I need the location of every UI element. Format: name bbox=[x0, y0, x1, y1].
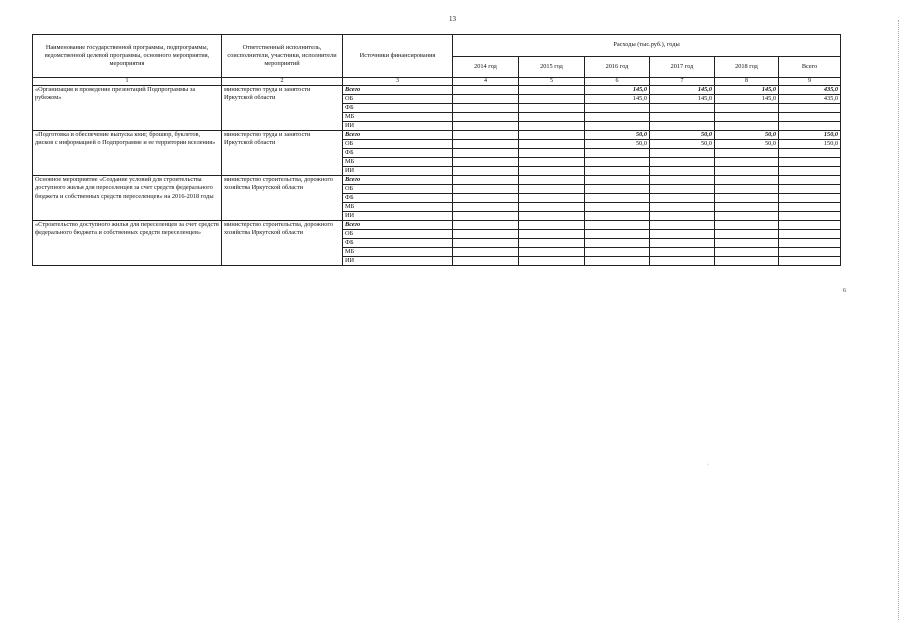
funding-source-cell: ОБ bbox=[343, 95, 453, 104]
header-year-2014: 2014 год bbox=[453, 57, 519, 78]
funding-source-cell: ИИ bbox=[343, 167, 453, 176]
amount-cell bbox=[519, 158, 585, 167]
amount-cell bbox=[779, 203, 841, 212]
funding-source-cell: ИИ bbox=[343, 212, 453, 221]
amount-cell bbox=[519, 185, 585, 194]
funding-source-cell: ОБ bbox=[343, 230, 453, 239]
amount-cell bbox=[453, 257, 519, 266]
funding-source-cell: Всего bbox=[343, 131, 453, 140]
amount-cell bbox=[453, 185, 519, 194]
amount-cell bbox=[715, 167, 779, 176]
amount-cell bbox=[453, 167, 519, 176]
amount-cell bbox=[779, 113, 841, 122]
amount-cell bbox=[585, 158, 650, 167]
amount-cell: 435,0 bbox=[779, 95, 841, 104]
amount-cell bbox=[585, 149, 650, 158]
amount-cell bbox=[779, 158, 841, 167]
activity-description: «Подготовка и обеспечение выпуска книг, брошюр, буклетов, дисков с информацией о Подпрограмме и ее территории вселения» bbox=[33, 131, 222, 176]
amount-cell: 50,0 bbox=[715, 131, 779, 140]
amount-cell bbox=[519, 122, 585, 131]
amount-cell bbox=[715, 122, 779, 131]
amount-cell bbox=[585, 203, 650, 212]
amount-cell bbox=[715, 113, 779, 122]
amount-cell bbox=[779, 230, 841, 239]
amount-cell bbox=[519, 221, 585, 230]
amount-cell bbox=[585, 113, 650, 122]
header-funding-source: Источники финансирования bbox=[343, 35, 453, 78]
column-number-row bbox=[33, 78, 841, 86]
amount-cell bbox=[715, 104, 779, 113]
page-number: 13 bbox=[449, 15, 456, 23]
amount-cell bbox=[453, 158, 519, 167]
amount-cell bbox=[519, 140, 585, 149]
amount-cell bbox=[519, 131, 585, 140]
amount-cell: 435,0 bbox=[779, 86, 841, 95]
funding-source-cell: Всего bbox=[343, 86, 453, 95]
amount-cell bbox=[585, 221, 650, 230]
amount-cell bbox=[650, 149, 715, 158]
amount-cell bbox=[453, 122, 519, 131]
amount-cell bbox=[650, 113, 715, 122]
amount-cell: 145,0 bbox=[715, 95, 779, 104]
funding-source-cell: МБ bbox=[343, 248, 453, 257]
table-row bbox=[33, 86, 841, 95]
column-number: 7 bbox=[650, 78, 715, 86]
amount-cell bbox=[519, 257, 585, 266]
activity-description: Основное мероприятие «Создание условий для строительства доступного жилья для переселенцев за счет средств федерального бюджета и собственных средств переселенцев» на 2016-2018 годы bbox=[33, 176, 222, 221]
activity-description: «Организация и проведение презентаций Подпрограммы за рубежом» bbox=[33, 86, 222, 131]
header-year-2015: 2015 год bbox=[519, 57, 585, 78]
funding-source-cell: ФБ bbox=[343, 104, 453, 113]
header-executor: Ответственный исполнитель, соисполнители, участники, исполнители мероприятий bbox=[222, 35, 343, 78]
amount-cell bbox=[715, 230, 779, 239]
amount-cell: 50,0 bbox=[650, 131, 715, 140]
amount-cell bbox=[519, 194, 585, 203]
amount-cell bbox=[715, 212, 779, 221]
scan-speck: · bbox=[707, 462, 709, 468]
amount-cell: 50,0 bbox=[585, 131, 650, 140]
amount-cell bbox=[779, 194, 841, 203]
scan-margin-line bbox=[898, 20, 899, 620]
amount-cell bbox=[519, 176, 585, 185]
amount-cell bbox=[453, 230, 519, 239]
column-number: 3 bbox=[343, 78, 453, 86]
amount-cell bbox=[779, 104, 841, 113]
amount-cell bbox=[779, 122, 841, 131]
column-number: 4 bbox=[453, 78, 519, 86]
amount-cell bbox=[519, 167, 585, 176]
funding-source-cell: МБ bbox=[343, 203, 453, 212]
header-year-2018: 2018 год bbox=[715, 57, 779, 78]
funding-source-cell: ОБ bbox=[343, 140, 453, 149]
amount-cell bbox=[519, 212, 585, 221]
amount-cell bbox=[779, 176, 841, 185]
amount-cell: 145,0 bbox=[650, 86, 715, 95]
amount-cell bbox=[519, 203, 585, 212]
header-year-2016: 2016 год bbox=[585, 57, 650, 78]
amount-cell: 145,0 bbox=[715, 86, 779, 95]
amount-cell bbox=[585, 104, 650, 113]
amount-cell bbox=[519, 86, 585, 95]
column-number: 2 bbox=[222, 78, 343, 86]
funding-source-cell: Всего bbox=[343, 176, 453, 185]
column-number: 9 bbox=[779, 78, 841, 86]
amount-cell bbox=[650, 122, 715, 131]
amount-cell bbox=[650, 239, 715, 248]
responsible-executor: министерство труда и занятости Иркутской области bbox=[222, 131, 343, 176]
budget-table bbox=[32, 34, 841, 266]
responsible-executor: министерство строительства, дорожного хозяйства Иркутской области bbox=[222, 221, 343, 266]
amount-cell bbox=[650, 212, 715, 221]
amount-cell bbox=[585, 167, 650, 176]
funding-source-cell: ИИ bbox=[343, 257, 453, 266]
amount-cell bbox=[650, 203, 715, 212]
amount-cell: 50,0 bbox=[585, 140, 650, 149]
amount-cell bbox=[519, 230, 585, 239]
header-program-name: Наименование государственной программы, подпрограммы, ведомственной целевой программы, основного мероприятия, мероприятия bbox=[33, 35, 222, 78]
amount-cell bbox=[519, 104, 585, 113]
amount-cell bbox=[779, 257, 841, 266]
activity-description: «Строительство доступного жилья для переселенцев за счет средств федерального бюджета и собственных средств переселенцев» bbox=[33, 221, 222, 266]
amount-cell bbox=[453, 95, 519, 104]
amount-cell bbox=[585, 239, 650, 248]
amount-cell bbox=[779, 167, 841, 176]
amount-cell bbox=[650, 257, 715, 266]
funding-source-cell: МБ bbox=[343, 158, 453, 167]
amount-cell bbox=[779, 149, 841, 158]
amount-cell bbox=[519, 113, 585, 122]
amount-cell bbox=[715, 248, 779, 257]
amount-cell bbox=[650, 104, 715, 113]
amount-cell bbox=[715, 257, 779, 266]
amount-cell: 145,0 bbox=[585, 86, 650, 95]
amount-cell bbox=[650, 248, 715, 257]
amount-cell bbox=[779, 248, 841, 257]
amount-cell bbox=[779, 212, 841, 221]
amount-cell bbox=[715, 221, 779, 230]
amount-cell bbox=[715, 203, 779, 212]
amount-cell bbox=[453, 203, 519, 212]
funding-source-cell: Всего bbox=[343, 221, 453, 230]
amount-cell bbox=[715, 176, 779, 185]
table-body bbox=[33, 86, 841, 266]
amount-cell bbox=[585, 257, 650, 266]
amount-cell bbox=[715, 149, 779, 158]
column-number: 8 bbox=[715, 78, 779, 86]
amount-cell bbox=[715, 158, 779, 167]
responsible-executor: министерство труда и занятости Иркутской области bbox=[222, 86, 343, 131]
amount-cell bbox=[453, 140, 519, 149]
amount-cell bbox=[453, 131, 519, 140]
funding-source-cell: ИИ bbox=[343, 122, 453, 131]
amount-cell bbox=[650, 194, 715, 203]
responsible-executor: министерство строительства, дорожного хозяйства Иркутской области bbox=[222, 176, 343, 221]
amount-cell bbox=[779, 239, 841, 248]
amount-cell bbox=[585, 122, 650, 131]
funding-source-cell: МБ bbox=[343, 113, 453, 122]
amount-cell bbox=[650, 158, 715, 167]
amount-cell bbox=[453, 176, 519, 185]
column-number: 5 bbox=[519, 78, 585, 86]
amount-cell bbox=[453, 212, 519, 221]
amount-cell: 145,0 bbox=[650, 95, 715, 104]
amount-cell bbox=[779, 221, 841, 230]
header-expenses-group: Расходы (тыс.руб.), годы bbox=[453, 35, 841, 57]
amount-cell bbox=[715, 185, 779, 194]
table-row bbox=[33, 221, 841, 230]
amount-cell bbox=[715, 239, 779, 248]
amount-cell: 145,0 bbox=[585, 95, 650, 104]
amount-cell bbox=[453, 221, 519, 230]
amount-cell bbox=[715, 194, 779, 203]
amount-cell bbox=[585, 185, 650, 194]
amount-cell bbox=[453, 248, 519, 257]
amount-cell bbox=[519, 95, 585, 104]
amount-cell bbox=[585, 230, 650, 239]
amount-cell bbox=[585, 194, 650, 203]
amount-cell bbox=[585, 248, 650, 257]
amount-cell bbox=[779, 185, 841, 194]
edge-mark: 6 bbox=[843, 288, 846, 294]
header-year-2017: 2017 год bbox=[650, 57, 715, 78]
amount-cell bbox=[453, 149, 519, 158]
funding-source-cell: ФБ bbox=[343, 149, 453, 158]
amount-cell bbox=[650, 230, 715, 239]
amount-cell: 50,0 bbox=[715, 140, 779, 149]
amount-cell: 150,0 bbox=[779, 140, 841, 149]
amount-cell bbox=[453, 104, 519, 113]
amount-cell bbox=[519, 149, 585, 158]
amount-cell bbox=[519, 248, 585, 257]
funding-source-cell: ФБ bbox=[343, 239, 453, 248]
amount-cell bbox=[453, 239, 519, 248]
amount-cell bbox=[519, 239, 585, 248]
amount-cell: 50,0 bbox=[650, 140, 715, 149]
amount-cell bbox=[650, 185, 715, 194]
amount-cell bbox=[585, 212, 650, 221]
amount-cell: 150,0 bbox=[779, 131, 841, 140]
amount-cell bbox=[650, 167, 715, 176]
amount-cell bbox=[585, 176, 650, 185]
funding-source-cell: ОБ bbox=[343, 185, 453, 194]
amount-cell bbox=[453, 113, 519, 122]
amount-cell bbox=[650, 221, 715, 230]
amount-cell bbox=[453, 194, 519, 203]
amount-cell bbox=[453, 86, 519, 95]
amount-cell bbox=[650, 176, 715, 185]
funding-source-cell: ФБ bbox=[343, 194, 453, 203]
column-number: 6 bbox=[585, 78, 650, 86]
header-total: Всего bbox=[779, 57, 841, 78]
column-number: 1 bbox=[33, 78, 222, 86]
table-row bbox=[33, 176, 841, 185]
table-row bbox=[33, 131, 841, 140]
